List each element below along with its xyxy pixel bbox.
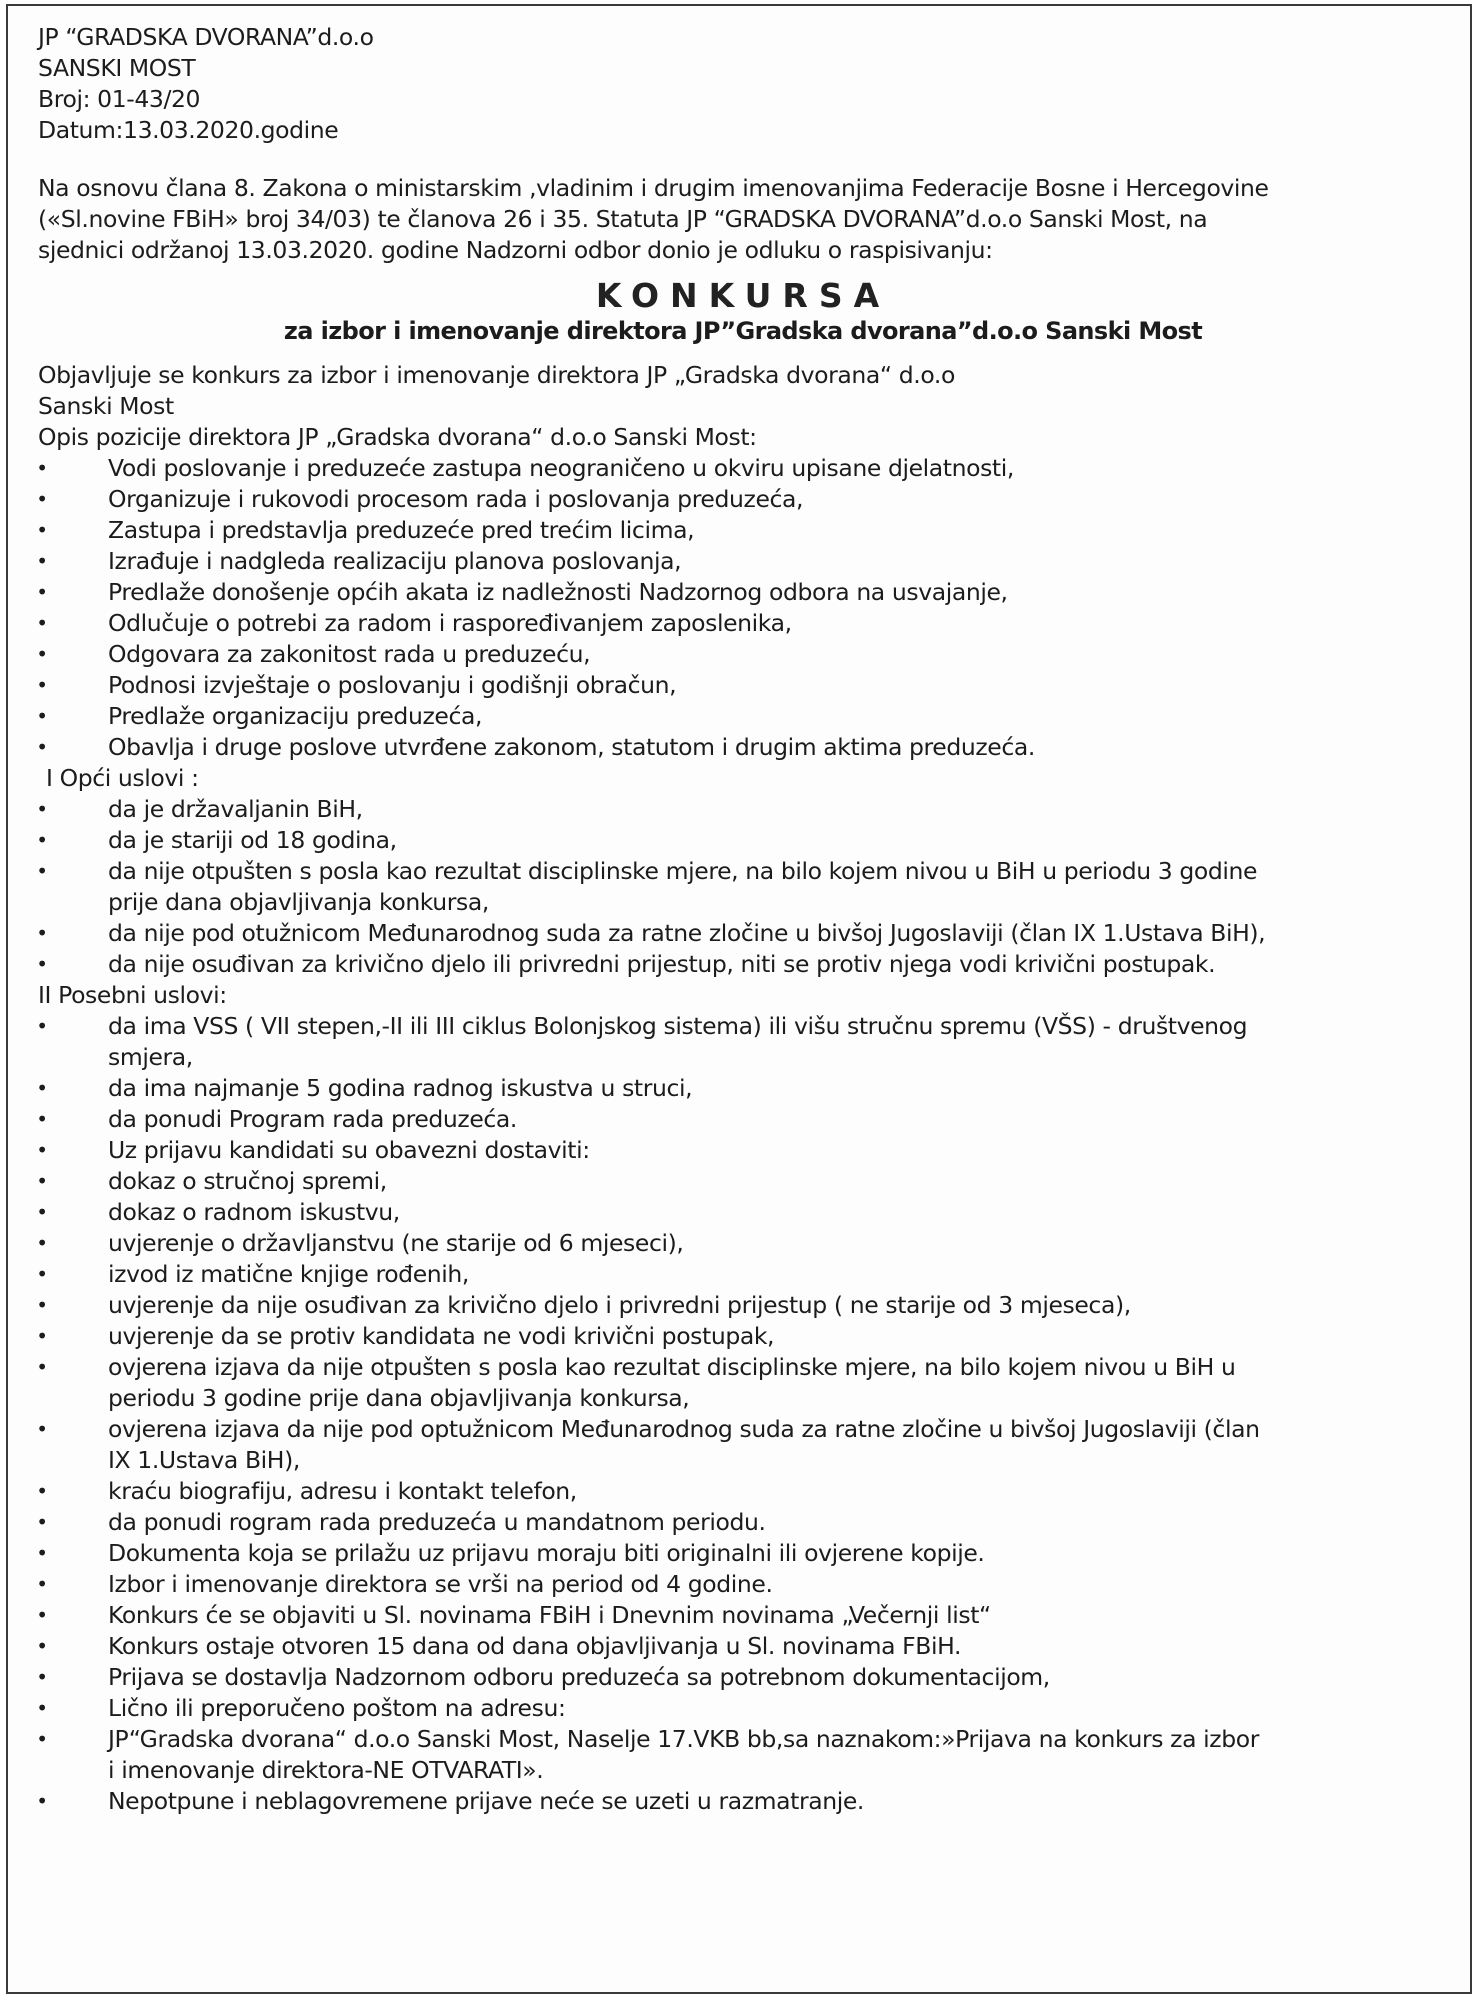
bullet-icon: • [36,1665,48,1689]
org-city: SANSKI MOST [38,54,196,82]
bullet-icon: • [36,1293,48,1317]
announce-line: Objavljuje se konkurs za izbor i imenovanje direktora JP „Gradska dvorana“ d.o.o [38,361,955,389]
bullet-icon: • [36,828,48,852]
bullet-icon: • [36,518,48,542]
list-item [38,1104,1448,1135]
list-item [38,1321,1448,1352]
intro-line: («Sl.novine FBiH» broj 34/03) te članova 26 i 35. Statuta JP “GRADSKA DVORANA”d.o.o Sanski Most, na [38,205,1208,233]
list-item [38,1166,1448,1197]
list-item-text: dokaz o radnom iskustvu, [108,1198,400,1226]
list-item [38,515,1448,546]
page-subtitle: za izbor i imenovanje direktora JP”Gradska dvorana”d.o.o Sanski Most [283,317,1203,345]
list-item-text: ovjerena izjava da nije otpušten s posla kao rezultat disciplinske mjere, na bilo kojem nivou u BiH u [108,1353,1236,1381]
list-item [38,1259,1448,1290]
bullet-icon: • [36,580,48,604]
list-item [38,1569,1448,1600]
list-item [38,1600,1448,1631]
list-item [38,918,1448,949]
list-item-text: ovjerena izjava da nije pod optužnicom Međunarodnog suda za ratne zločine u bivšoj Jugoslaviji (član [108,1415,1260,1443]
list-item [38,453,1448,484]
list-item [38,670,1448,701]
list-item-text: IX 1.Ustava BiH), [108,1446,300,1474]
list-item [38,1290,1448,1321]
list-item-text: Vodi poslovanje i preduzeće zastupa neograničeno u okviru upisane djelatnosti, [108,454,1014,482]
bullet-icon: • [36,952,48,976]
list-item-text: Nepotpune i neblagovremene prijave neće se uzeti u razmatranje. [108,1787,864,1815]
list-item-text: da nije otpušten s posla kao rezultat disciplinske mjere, na bilo kojem nivou u BiH u periodu 3 godine [108,857,1258,885]
bullet-icon: • [36,642,48,666]
intro-line: sjednici održanoj 13.03.2020. godine Nadzorni odbor donio je odluku o raspisivanju: [38,236,993,264]
general-conditions-list [38,794,1448,980]
special-conditions-heading: II Posebni uslovi: [38,981,227,1009]
list-item-text: da je stariji od 18 godina, [108,826,397,854]
bullet-icon: • [36,456,48,480]
list-item-text: Konkurs će se objaviti u Sl. novinama FBiH i Dnevnim novinama „Večernji list“ [108,1601,991,1629]
list-item [38,639,1448,670]
list-item-text: Lično ili preporučeno poštom na adresu: [108,1694,566,1722]
list-item [38,1197,1448,1228]
bullet-icon: • [36,1231,48,1255]
list-item-text: Odlučuje o potrebi za radom i raspoređivanjem zaposlenika, [108,609,792,637]
intro-paragraph [38,173,1448,266]
bullet-icon: • [36,1076,48,1100]
org-name: JP “GRADSKA DVORANA”d.o.o [38,23,374,51]
bullet-icon: • [36,1572,48,1596]
document-date: Datum:13.03.2020.godine [38,116,339,144]
list-item [38,546,1448,577]
list-item [38,1786,1448,1817]
bullet-icon: • [36,921,48,945]
list-item-text: uvjerenje da nije osuđivan za krivično djelo i privredni prijestup ( ne starije od 3 mjeseca), [108,1291,1131,1319]
list-item [38,701,1448,732]
list-item [38,1476,1448,1507]
bullet-icon: • [36,1107,48,1131]
list-item [38,1228,1448,1259]
bullet-icon: • [36,1696,48,1720]
list-item-text: Uz prijavu kandidati su obavezni dostaviti: [108,1136,590,1164]
list-item-text: Podnosi izvještaje o poslovanju i godišnji obračun, [108,671,677,699]
special-conditions-list [38,1011,1448,1817]
list-item-text: dokaz o stručnoj spremi, [108,1167,387,1195]
bullet-icon: • [36,1355,48,1379]
list-item-text: izvod iz matične knjige rođenih, [108,1260,469,1288]
bullet-icon: • [36,1727,48,1751]
list-item-text: Izrađuje i nadgleda realizaciju planova poslovanja, [108,547,682,575]
bullet-icon: • [36,611,48,635]
bullet-icon: • [36,704,48,728]
list-item [38,608,1448,639]
list-item-text: Zastupa i predstavlja preduzeće pred trećim licima, [108,516,695,544]
bullet-icon: • [36,1603,48,1627]
list-item [38,1414,1448,1476]
document-number: Broj: 01-43/20 [38,85,201,113]
list-item [38,1693,1448,1724]
list-item-text: kraću biografiju, adresu i kontakt telefon, [108,1477,577,1505]
list-item [38,1135,1448,1166]
bullet-icon: • [36,1200,48,1224]
list-item-text: Predlaže donošenje općih akata iz nadležnosti Nadzornog odbora na usvajanje, [108,578,1008,606]
list-item [38,794,1448,825]
list-item-text: Dokumenta koja se prilažu uz prijavu moraju biti originalni ili ovjerene kopije. [108,1539,985,1567]
list-item [38,1352,1448,1414]
bullet-icon: • [36,859,48,883]
title-block [38,276,1448,346]
list-item [38,1631,1448,1662]
list-item-text: Organizuje i rukovodi procesom rada i poslovanja preduzeća, [108,485,804,513]
bullet-icon: • [36,1262,48,1286]
duties-list [38,453,1448,763]
list-item [38,1724,1448,1786]
list-item-text: smjera, [108,1043,193,1071]
intro-line: Na osnovu člana 8. Zakona o ministarskim ,vladinim i drugim imenovanjima Federacije Bosne i Hercegovine [38,174,1269,202]
document-content [38,22,1448,1817]
list-item-text: Konkurs ostaje otvoren 15 dana od dana objavljivanja u Sl. novinama FBiH. [108,1632,962,1660]
bullet-icon: • [36,1324,48,1348]
bullet-icon: • [36,1541,48,1565]
list-item-text: da je državaljanin BiH, [108,795,363,823]
list-item [38,1507,1448,1538]
list-item-text: Predlaže organizaciju preduzeća, [108,702,483,730]
list-item-text: da ima najmanje 5 godina radnog iskustva u struci, [108,1074,693,1102]
list-item [38,1073,1448,1104]
document-header [38,22,1448,146]
list-item-text: uvjerenje da se protiv kandidata ne vodi krivični postupak, [108,1322,775,1350]
bullet-icon: • [36,1479,48,1503]
general-conditions-heading: I Opći uslovi : [46,764,199,792]
list-item-text: Obavlja i druge poslove utvrđene zakonom, statutom i drugim aktima preduzeća. [108,733,1035,761]
list-item [38,856,1448,918]
bullet-icon: • [36,797,48,821]
list-item [38,1011,1448,1073]
bullet-icon: • [36,1169,48,1193]
list-item [38,1662,1448,1693]
list-item-text: i imenovanje direktora-NE OTVARATI». [108,1756,544,1784]
bullet-icon: • [36,1014,48,1038]
announce-line: Sanski Most [38,392,174,420]
list-item-text: da ponudi rogram rada preduzeća u mandatnom periodu. [108,1508,766,1536]
list-item-text: Odgovara za zakonitost rada u preduzeću, [108,640,591,668]
list-item [38,949,1448,980]
list-item-text: prije dana objavljivanja konkursa, [108,888,489,916]
list-item [38,484,1448,515]
list-item-text: JP“Gradska dvorana“ d.o.o Sanski Most, Naselje 17.VKB bb,sa naznakom:»Prijava na konkurs za izbor [108,1725,1260,1753]
list-item-text: Prijava se dostavlja Nadzornom odboru preduzeća sa potrebnom dokumentacijom, [108,1663,1050,1691]
bullet-icon: • [36,549,48,573]
announcement-body [38,360,1448,1817]
list-item-text: da nije pod otužnicom Međunarodnog suda za ratne zločine u bivšoj Jugoslaviji (član IX 1.Ustava BiH), [108,919,1266,947]
bullet-icon: • [36,1789,48,1813]
list-item-text: da ponudi Program rada preduzeća. [108,1105,517,1133]
page-title: KONKURSA [595,276,891,315]
list-item [38,732,1448,763]
list-item-text: da nije osuđivan za krivično djelo ili privredni prijestup, niti se protiv njega vodi krivični postupak. [108,950,1216,978]
bullet-icon: • [36,1510,48,1534]
list-item-text: da ima VSS ( VII stepen,-II ili III ciklus Bolonjskog sistema) ili višu stručnu spremu (VŠS) - društvenog [108,1012,1248,1040]
list-item-text: periodu 3 godine prije dana objavljivanja konkursa, [108,1384,690,1412]
bullet-icon: • [36,1138,48,1162]
list-item [38,577,1448,608]
bullet-icon: • [36,735,48,759]
list-item [38,1538,1448,1569]
bullet-icon: • [36,673,48,697]
list-item-text: uvjerenje o državljanstvu (ne starije od 6 mjeseci), [108,1229,684,1257]
bullet-icon: • [36,487,48,511]
bullet-icon: • [36,1634,48,1658]
bullet-icon: • [36,1417,48,1441]
list-item-text: Izbor i imenovanje direktora se vrši na period od 4 godine. [108,1570,773,1598]
list-item [38,825,1448,856]
announce-line: Opis pozicije direktora JP „Gradska dvorana“ d.o.o Sanski Most: [38,423,757,451]
